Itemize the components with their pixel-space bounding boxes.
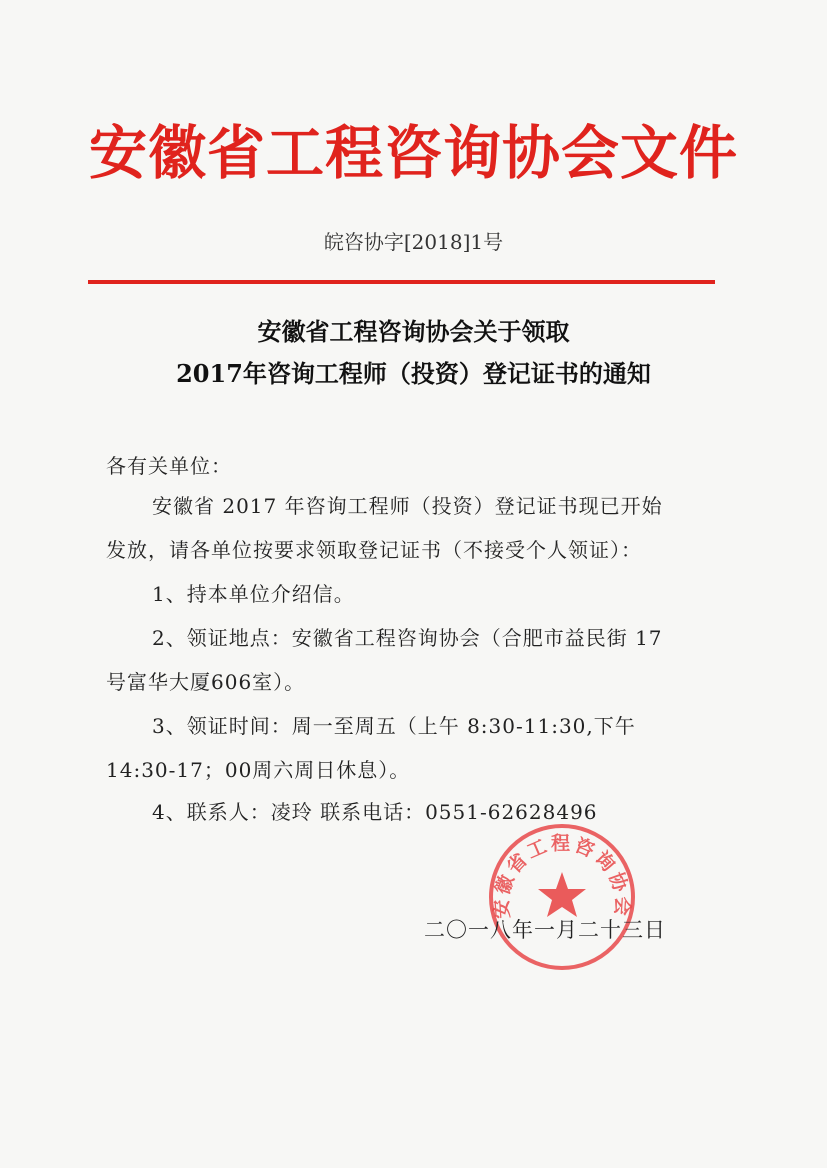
paragraph-1-line-2: 发放，请各单位按要求领取登记证书（不接受个人领证）： [106,538,642,562]
item-3-line-2: 14:30-17；00周六周日休息）。 [106,758,411,782]
item-4-contact: 4、联系人：凌玲 联系电话：0551-62628496 [152,800,598,824]
document-number: 皖咨协字[2018]1号 [323,230,504,254]
paragraph-1-line-1: 安徽省 2017 年咨询工程师（投资）登记证书现已开始 [152,494,663,518]
item-3-line-1: 3、领证时间：周一至周五（上午 8:30-11:30,下午 [152,714,636,738]
notice-title-line-1: 安徽省工程咨询协会关于领取 [257,317,570,346]
red-divider-line [88,280,715,284]
item-1: 1、持本单位介绍信。 [152,582,355,606]
notice-title-line-2: 2017年咨询工程师（投资）登记证书的通知 [176,359,651,388]
official-seal-icon [487,822,637,972]
item-2-line-2: 号富华大厦606室）。 [106,670,306,694]
document-header-title: 安徽省工程咨询协会文件 [88,119,738,187]
issue-date: 二〇一八年一月二十三日 [424,918,666,942]
salutation: 各有关单位： [106,454,232,478]
item-2-line-1: 2、领证地点：安徽省工程咨询协会（合肥市益民街 17 [152,626,663,650]
svg-text:安徽省工程咨询协会: 安徽省工程咨询协会 [490,832,634,920]
